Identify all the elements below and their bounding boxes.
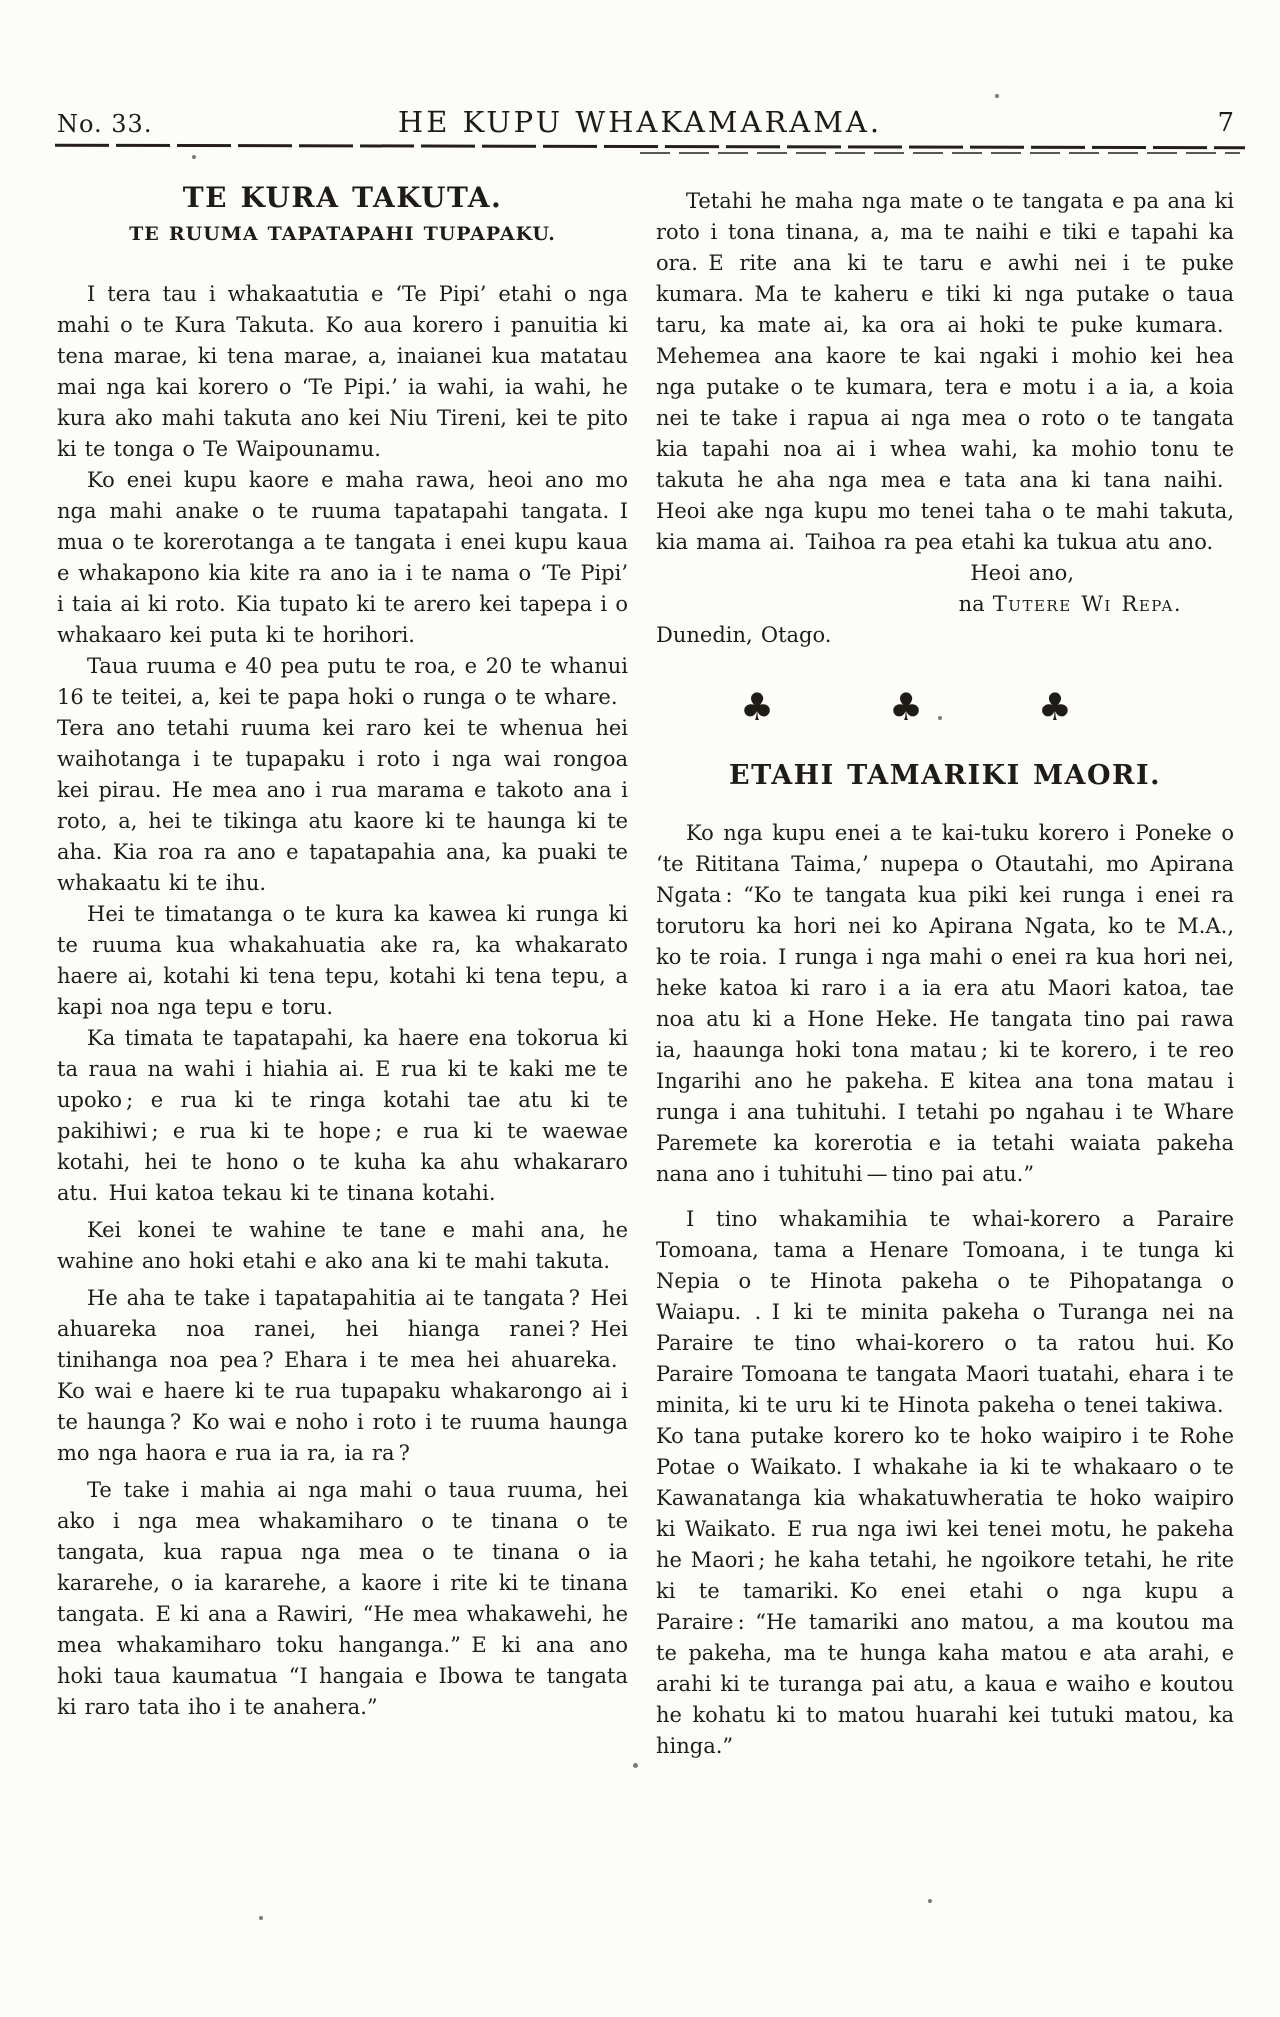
masthead-title: HE KUPU WHAKAMARAMA.	[397, 105, 883, 139]
paragraph: Taua ruuma e 40 pea putu te roa, e 20 te whanui 16 te teitei, a, kei te papa hoki o runga o te whare. Tera ano tetahi ruuma kei raro kei te whenua hei waihotanga i te tupapaku i roto i nga wai rongoa kei pirau. He mea ano i rua marama e takoto ana i roto, a, hei te tikinga atu kaore ki te haunga ki te aha. Kia roa ra ano e tapatapahia ana, ka puaki te whakaatu ki te ihu.	[57, 654, 628, 895]
left-column	[57, 183, 628, 1723]
scan-speck	[928, 1899, 932, 1903]
header-rule-secondary	[640, 152, 1240, 154]
scan-speck	[995, 94, 999, 98]
paragraph: Ko nga kupu enei a te kai-tuku korero i Poneke o ‘te Rititana Taima,’ nupepa o Otautahi, mo Apirana Ngata : “Ko te tangata kua piki kei runga i enei ra torutoru ka hori nei ko Apirana Ngata, ko te M.A., ko te roia. I runga i nga mahi o enei ra kua hori nei, heke katoa ki raro i a ia era atu Maori katoa, tae noa atu ki a Hone Heke. He tangata tino pai rawa ia, haaunga hoki tona matau ; ki te korero, i te reo Ingarihi ano he pakeha. E kitea ana tona matau i runga i ana tuhituhi. I tetahi po ngahau i te Whare Paremete ka korerotia e ia tetahi waiata pakeha nana ano i tuhituhi — tino pai atu.”	[656, 821, 1234, 1186]
paragraph: He aha te take i tapatapahitia ai te tangata ? Hei ahuareka noa ranei, hei hianga ranei ? Hei tinihanga noa pea ? Ehara i te mea hei ahuareka. Ko wai e haere ki te rua tupapaku whakarongo ai i te haunga ? Ko wai e noho i roto i te ruuma haunga mo nga haora e rua ia ra, ia ra ?	[57, 1286, 628, 1465]
paragraph: Ka timata te tapatapahi, ka haere ena tokorua ki ta raua na wahi i hiahia ai. E rua ki te kaki me te upoko ; e rua ki te ringa kotahi tae atu ki te pakihiwi ; e rua ki te hope ; e rua ki te waewae kotahi, hei te hono o te kuha ka ahu whakararo atu. Hui katoa tekau ki te tinana kotahi.	[57, 1026, 628, 1205]
club-icon: ♣	[740, 685, 775, 729]
scan-speck	[192, 155, 196, 159]
paragraph: Hei te timatanga o te kura ka kawea ki runga ki te ruuma kua whakahuatia ake ra, ka whakarato haere ai, kotahi ki tena tepu, kotahi ki tena tepu, a kapi noa nga tepu e toru.	[57, 902, 628, 1019]
header-rule	[55, 144, 1245, 149]
section-divider	[740, 687, 1072, 727]
paragraph: Kei konei te wahine te tane e mahi ana, he wahine ano hoki etahi e ako ana ki te mahi takuta.	[57, 1218, 628, 1273]
scan-speck	[633, 1763, 638, 1768]
paragraph: Ko enei kupu kaore e maha rawa, heoi ano mo nga mahi anake o te ruuma tapatapahi tangata. I mua o te korerotanga a te tangata i enei kupu kaua e whakapono kia kite ra ano ia i te nama o ‘Te Pipi’ i taia ai ki roto. Kia tupato ki te arero kei tapepa i o whakaaro kei puta ki te horihori.	[57, 468, 628, 647]
issue-number: No. 33.	[57, 110, 153, 138]
paragraph: Te take i mahia ai nga mahi o taua ruuma, hei ako i nga mea whakamiharo o te tinana o te tangata, kua rapua nga mea o te tinana o ia kararehe, o ia kararehe, a kaore i rite ki te tinana tangata. E ki ana a Rawiri, “He mea whakawehi, he mea whakamiharo toku hanganga.” E ki ana ano hoki taua kaumatua “I hangaia e Ibowa te tangata ki raro tata iho i te anahera.”	[57, 1478, 628, 1719]
paragraph: Tetahi he maha nga mate o te tangata e pa ana ki roto i tona tinana, a, ma te naihi e tiki e tapahi ka ora. E rite ana ki te taru e awhi nei i te puke kumara. Ma te kaheru e tiki ki nga putake o taua taru, ka mate ai, ka ora ai hoki te puke kumara. Mehemea ana kaore te kai ngaki i mohio kei hea nga putake o te kumara, tera e motu i a ia, a koia nei te take i rapua ai nga mea o roto o te tangata kia tapahi noa ai i whea wahi, ka mohio tonu te takuta he aha nga mea e tata ana ki tana naihi. Heoi ake nga kupu mo tenei taha o te mahi takuta, kia mama ai. Taihoa ra pea etahi ka tukua atu ano.	[656, 189, 1234, 554]
club-icon: ♣	[1037, 685, 1072, 729]
article-subtitle: TE RUUMA TAPATAPAHI TUPAPAKU.	[129, 223, 556, 245]
paragraph: I tera tau i whakaatutia e ‘Te Pipi’ etahi o nga mahi o te Kura Takuta. Ko aua korero i panuitia ki tena marae, ki tena marae, a, inaianei kua matatau mai nga kai korero o ‘Te Pipi.’ ia wahi, ia wahi, he kura ako mahi takuta ano kei Niu Tireni, kei te pito ki te tonga o Te Waipounamu.	[57, 282, 628, 461]
page-number: 7	[1217, 108, 1234, 138]
right-column	[656, 186, 1234, 1762]
scan-speck	[938, 716, 942, 720]
signature-name: Tutere Wi Repa.	[992, 592, 1182, 616]
letter-signature	[656, 589, 1234, 620]
signature-prefix: na	[958, 592, 993, 616]
article-title: ETAHI TAMARIKI MAORI.	[729, 760, 1161, 791]
letter-valediction: Heoi ano,	[970, 561, 1074, 585]
letter-place: Dunedin, Otago.	[656, 623, 832, 647]
paragraph: I tino whakamihia te whai-korero a Paraire Tomoana, tama a Henare Tomoana, i te tunga ki Nepia o te Hinota pakeha o te Pihopatanga o Waiapu. . I ki te minita pakeha o Turanga nei na Paraire te tino whai-korero o ta ratou hui. Ko Paraire Tomoana te tangata Maori tuatahi, ehara i te minita, ki te uru ki te Hinota pakeha o tenei takiwa. Ko tana putake korero ko te hoko waipiro i te Rohe Potae o Waikato. I whakahe ia ki te whakaaro o te Kawanatanga kia whakatuwheratia te hoko waipiro ki Waikato. E rua nga iwi kei tenei motu, he pakeha he Maori ; he kaha tetahi, he ngoikore tetahi, he rite ki te tamariki. Ko enei etahi o nga kupu a Paraire : “He tamariki ano matou, a ma koutou ma te pakeha, ma te hunga kaha matou e ata arahi, e arahi ki te turanga pai atu, a kaua e waiho e koutou he kohatu ki to matou huarahi kei tutuki matou, ka hinga.”	[656, 1207, 1234, 1758]
club-icon: ♣	[888, 685, 924, 729]
scan-speck	[259, 1916, 263, 1920]
article-title: TE KURA TAKUTA.	[182, 181, 503, 214]
